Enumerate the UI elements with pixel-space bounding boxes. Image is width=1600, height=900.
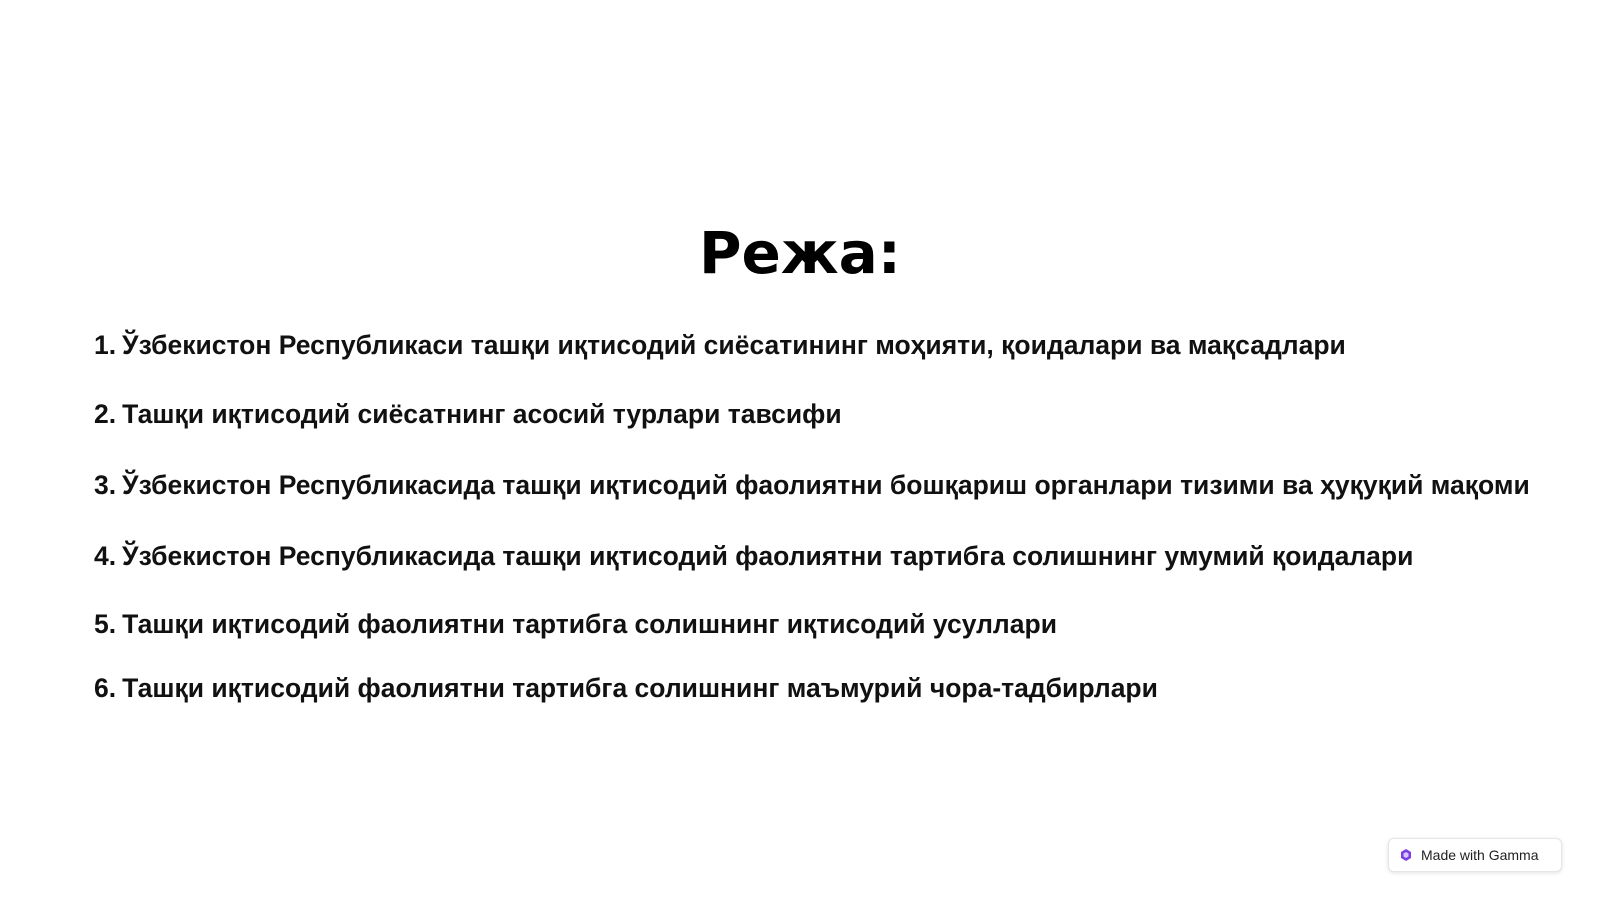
plan-item-text: Ўзбекистон Республикаси ташқи иқтисодий сиёсатининг моҳияти, қоидалари ва мақсадлари — [122, 330, 1346, 360]
plan-item-text: Ўзбекистон Республикасида ташқи иқтисодий фаолиятни бошқариш органлари тизими ва ҳуқуқий мақоми — [122, 470, 1530, 500]
plan-item — [94, 328, 1346, 362]
plan-item-text: Ташқи иқтисодий сиёсатнинг асосий турлари тавсифи — [122, 399, 842, 429]
plan-item-text: Ташқи иқтисодий фаолиятни тартибга солишнинг маъмурий чора-тадбирлари — [122, 673, 1158, 703]
made-with-gamma-badge[interactable] — [1388, 838, 1562, 872]
plan-item-number: 3. — [94, 470, 117, 500]
plan-item-text: Ўзбекистон Республикасида ташқи иқтисодий фаолиятни тартибга солишнинг умумий қоидалари — [122, 541, 1414, 571]
plan-item — [94, 607, 1057, 641]
badge-label: Made with Gamma — [1421, 847, 1539, 863]
plan-item — [94, 397, 842, 431]
plan-item-number: 1. — [94, 330, 117, 360]
plan-item-number: 6. — [94, 673, 117, 703]
plan-item — [94, 671, 1158, 705]
plan-item — [94, 539, 1413, 573]
plan-item-number: 4. — [94, 541, 117, 571]
plan-item-number: 5. — [94, 609, 117, 639]
plan-item-text: Ташқи иқтисодий фаолиятни тартибга солишнинг иқтисодий усуллари — [122, 609, 1057, 639]
gamma-logo-icon — [1399, 848, 1413, 862]
plan-item-number: 2. — [94, 399, 117, 429]
plan-item — [94, 468, 1530, 502]
slide-title: Режа: — [699, 219, 901, 287]
